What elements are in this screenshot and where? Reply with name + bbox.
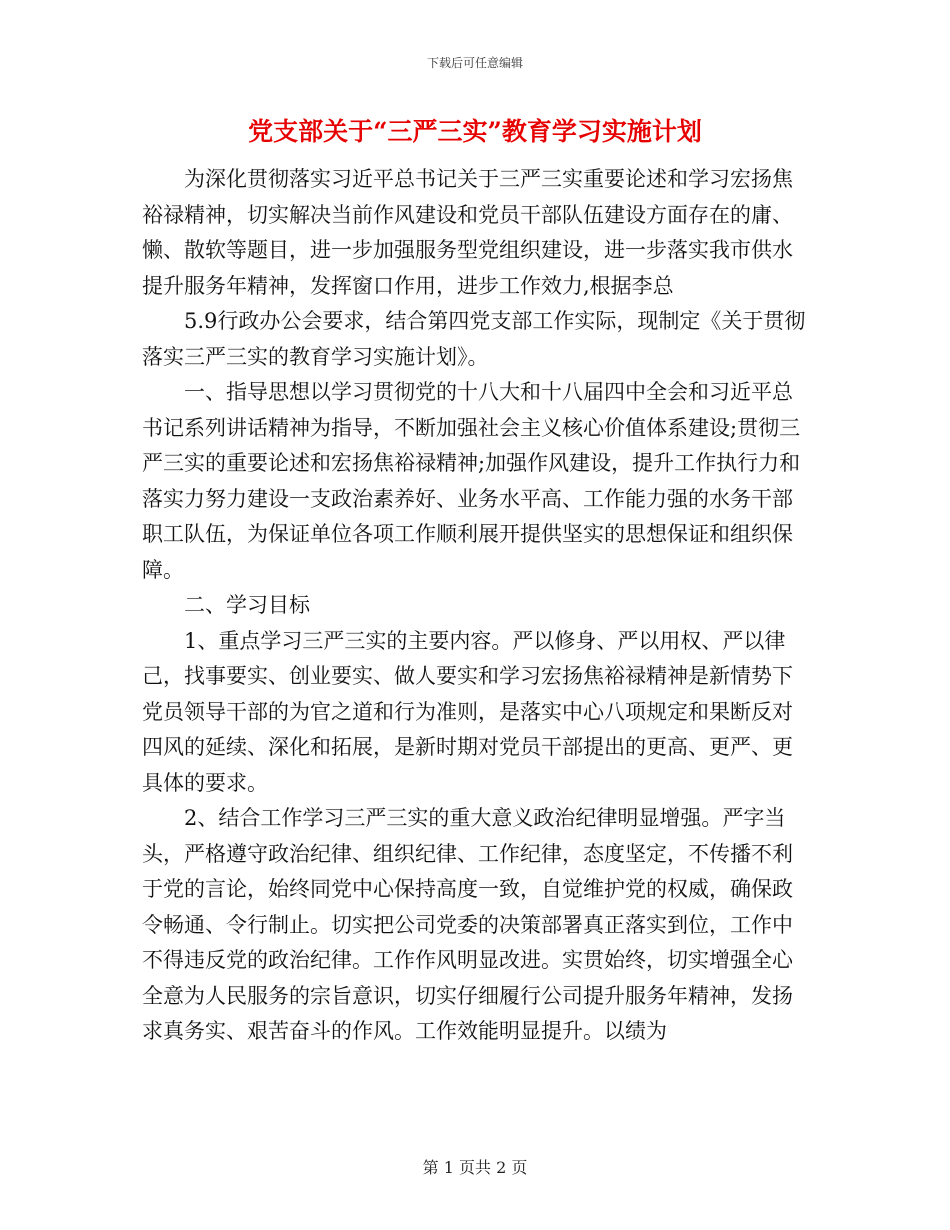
paragraph-heading-goals: 二、学习目标 bbox=[184, 593, 310, 617]
paragraph-basis: 5.9行政办公会要求，结合第四党支部工作实际，现制定《关于贯彻落实三严三实的教育学习实施计划》。 bbox=[142, 309, 806, 369]
document-body bbox=[142, 162, 810, 1050]
paragraph-goal-1: 1、重点学习三严三实的主要内容。严以修身、严以用权、严以律己，找事要实、创业要实、做人要实和学习宏扬焦裕禄精神是新情势下党员领导干部的为官之道和行为准则，是落实中心八项规定和果断反对四风的延续、深化和拓展，是新时期对党员干部提出的更高、更严、更具体的要求。 bbox=[142, 628, 793, 795]
paragraph-guiding-ideology: 一、指导思想以学习贯彻党的十八大和十八届四中全会和习近平总书记系列讲话精神为指导，不断加强社会主义核心价值体系建设;贯彻三严三实的重要论述和宏扬焦裕禄精神;加强作风建设，提升工作执行力和落实力努力建设一支政治素养好、业务水平高、工作能力强的水务干部职工队伍，为保证单位各项工作顺利展开提供坚实的思想保证和组织保障。 bbox=[142, 380, 801, 582]
paragraph-goal-2: 2、结合工作学习三严三实的重大意义政治纪律明显增强。严字当头，严格遵守政治纪律、组织纪律、工作纪律，态度坚定，不传播不利于党的言论，始终同党中心保持高度一致，自觉维护党的权威，确保政令畅通、令行制止。切实把公司党委的决策部署真正落实到位，工作中不得违反党的政治纪律。工作作风明显改进。实贯始终，切实增强全心全意为人民服务的宗旨意识，切实仔细履行公司提升服务年精神，发扬求真务实、艰苦奋斗的作风。工作效能明显提升。以绩为 bbox=[142, 806, 793, 1043]
page-footer: 第 1 页共 2 页 bbox=[422, 1158, 528, 1177]
paragraph-intro: 为深化贯彻落实习近平总书记关于三严三实重要论述和学习宏扬焦裕禄精神，切实解决当前作风建设和党员干部队伍建设方面存在的庸、懒、散软等题目，进一步加强服务型党组织建设，进一步落实我市供水提升服务年精神，发挥窗口作用，进步工作效力,根据李总 bbox=[142, 167, 793, 298]
document-title: 党支部关于“三严三实”教育学习实施计划 bbox=[248, 117, 702, 146]
header-note: 下载后可任意编辑 bbox=[426, 56, 523, 70]
